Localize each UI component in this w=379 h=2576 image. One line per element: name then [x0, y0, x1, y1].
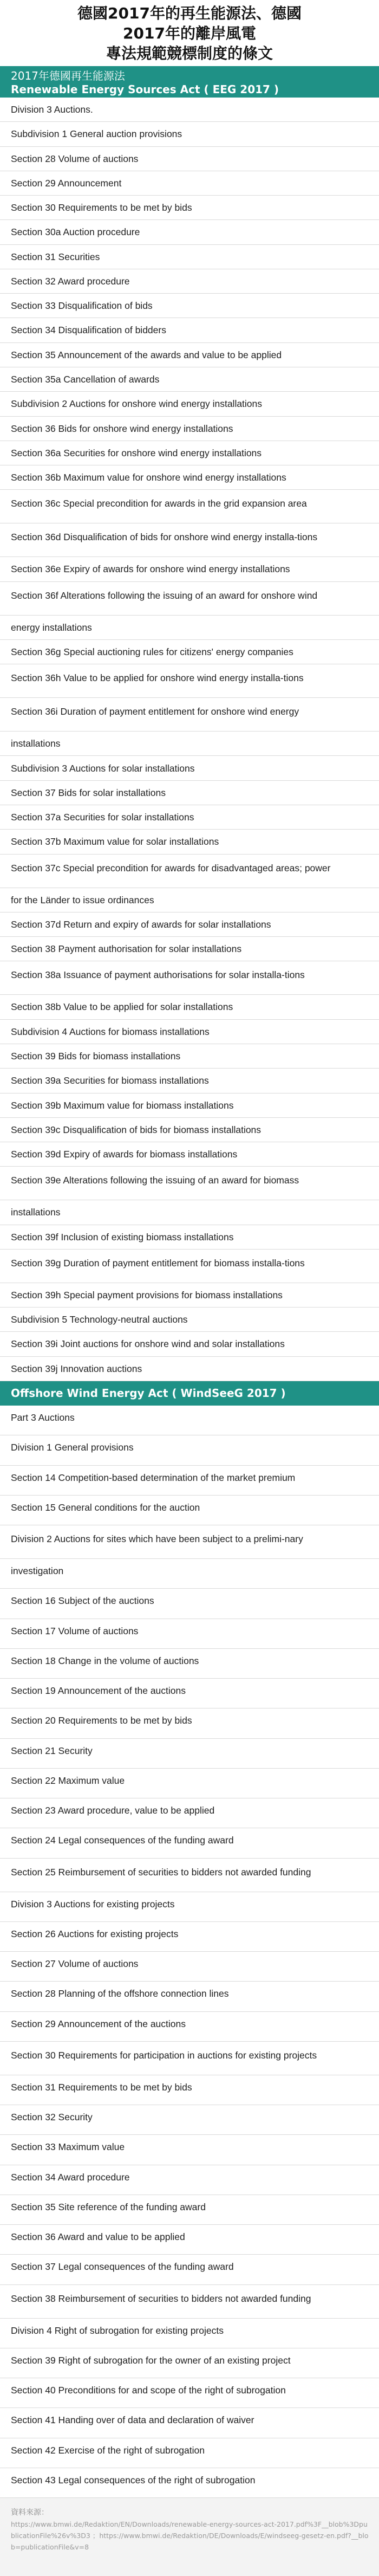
eeg-provision-row [0, 1308, 379, 1332]
windseeg-provision-text: Section 37 Legal consequences of the funding award [11, 2261, 234, 2273]
windseeg-provision-text: Section 32 Security [11, 2112, 93, 2122]
windseeg-provision-text: Section 30 Requirements for participation in auctions for existing projects [11, 2049, 317, 2061]
windseeg-provision-text: Section 19 Announcement of the auctions [11, 1685, 186, 1696]
eeg-provision-row [0, 1200, 379, 1225]
eeg-provision-row [0, 616, 379, 640]
eeg-provision-row [0, 171, 379, 196]
eeg-title-zh: 2017年德國再生能源法 [11, 69, 125, 82]
windseeg-provision-row [0, 1892, 379, 1922]
eeg-provisions-list [0, 98, 379, 1381]
eeg-provision-row [0, 1283, 379, 1308]
eeg-provision-text: Section 32 Award procedure [11, 275, 130, 287]
eeg-provision-text: Section 36g Special auctioning rules for citizens' energy companies [11, 646, 293, 657]
eeg-provision-row [0, 220, 379, 244]
windseeg-provision-row [0, 1525, 379, 1559]
eeg-provision-text: Section 39j Innovation auctions [11, 1363, 142, 1374]
eeg-provision-row [0, 1332, 379, 1356]
eeg-provision-row [0, 640, 379, 664]
eeg-provision-row [0, 343, 379, 367]
eeg-provision-row [0, 912, 379, 937]
windseeg-provision-text: Section 26 Auctions for existing projects [11, 1928, 179, 1939]
eeg-title-en: Renewable Energy Sources Act ( EEG 2017 ) [11, 83, 279, 96]
eeg-provision-row [0, 1357, 379, 1381]
eeg-section-header [0, 66, 379, 98]
windseeg-provision-row [0, 1589, 379, 1619]
title-line: 2017年的離岸風電 [123, 24, 256, 42]
eeg-provision-row [0, 756, 379, 781]
eeg-provision-text: Section 37a Securities for solar installations [11, 812, 194, 823]
windseeg-provision-row [0, 1619, 379, 1649]
eeg-provision-text: Section 38a Issuance of payment authorisations for solar installa-tions [11, 969, 305, 981]
windseeg-provision-row [0, 1982, 379, 2011]
eeg-provision-row [0, 698, 379, 732]
eeg-provision-text: Section 36f Alterations following the issuing of an award for onshore wind [11, 590, 318, 601]
eeg-provision-text: Section 36d Disqualification of bids for onshore wind energy installa-tions [11, 532, 318, 543]
eeg-provision-text: Section 36b Maximum value for onshore wind energy installations [11, 472, 286, 483]
eeg-provision-row [0, 367, 379, 392]
eeg-provision-text: Section 37c Special precondition for awards for disadvantaged areas; power [11, 862, 331, 873]
eeg-provision-text: Section 39b Maximum value for biomass installations [11, 1099, 234, 1111]
eeg-provision-row [0, 732, 379, 756]
windseeg-provision-text: Section 24 Legal consequences of the funding award [11, 1835, 234, 1846]
windseeg-provision-text: investigation [11, 1565, 64, 1576]
eeg-provision-row [0, 557, 379, 581]
eeg-provision-row [0, 888, 379, 912]
windseeg-provision-text: Section 31 Requirements to be met by bids [11, 2081, 192, 2093]
windseeg-provision-text: Division 3 Auctions for existing projects [11, 1898, 175, 1910]
eeg-provision-text: Section 39a Securities for biomass installations [11, 1075, 209, 1086]
eeg-provision-row [0, 318, 379, 342]
windseeg-provision-row [0, 2042, 379, 2075]
windseeg-provision-row [0, 2075, 379, 2105]
eeg-provision-text: Section 31 Securities [11, 251, 100, 262]
eeg-provision-row [0, 294, 379, 318]
eeg-provision-row [0, 392, 379, 416]
eeg-provision-text: Section 39 Bids for biomass installations [11, 1050, 181, 1062]
eeg-provision-text: Section 35a Cancellation of awards [11, 374, 160, 385]
title-line: 德國2017年的再生能源法、德國 [77, 4, 302, 22]
windseeg-provision-row [0, 2225, 379, 2255]
windseeg-provision-text: Section 34 Award procedure [11, 2171, 130, 2183]
windseeg-provision-row [0, 1406, 379, 1435]
eeg-provision-text: Section 36i Duration of payment entitlement for onshore wind energy [11, 706, 299, 717]
eeg-provision-row [0, 1069, 379, 1093]
windseeg-provision-row [0, 1739, 379, 1769]
eeg-provision-text: Section 38b Value to be applied for solar installations [11, 1001, 233, 1013]
eeg-provision-row [0, 417, 379, 441]
eeg-provision-text: Division 3 Auctions. [11, 104, 93, 115]
windseeg-provision-row [0, 1679, 379, 1708]
eeg-provision-text: Section 29 Announcement [11, 177, 122, 189]
eeg-provision-text: Section 30 Requirements to be met by bids [11, 202, 192, 213]
eeg-provision-text: Section 28 Volume of auctions [11, 153, 139, 164]
windseeg-provision-row [0, 2408, 379, 2438]
eeg-provision-row [0, 1250, 379, 1283]
eeg-provision-text: Section 39h Special payment provisions for biomass installations [11, 1289, 283, 1300]
windseeg-provision-row [0, 2105, 379, 2135]
windseeg-provision-text: Section 27 Volume of auctions [11, 1958, 139, 1969]
document-title [0, 0, 379, 66]
windseeg-provision-row [0, 1559, 379, 1589]
windseeg-provision-text: Section 39 Right of subrogation for the owner of an existing project [11, 2354, 291, 2366]
windseeg-provisions-list [0, 1406, 379, 2498]
windseeg-section-header [0, 1381, 379, 1406]
windseeg-provision-text: Section 29 Announcement of the auctions [11, 2018, 186, 2029]
eeg-provision-row [0, 1225, 379, 1250]
eeg-provision-text: Section 37 Bids for solar installations [11, 787, 166, 798]
eeg-provision-row [0, 1167, 379, 1200]
windseeg-provision-row [0, 1769, 379, 1798]
windseeg-provision-row [0, 1798, 379, 1828]
windseeg-provision-row [0, 2012, 379, 2042]
eeg-provision-row [0, 1142, 379, 1167]
eeg-provision-row [0, 465, 379, 490]
eeg-provision-row [0, 1044, 379, 1069]
windseeg-provision-text: Section 36 Award and value to be applied [11, 2231, 185, 2242]
windseeg-provision-text: Section 23 Award procedure, value to be applied [11, 1805, 215, 1816]
eeg-provision-text: Section 37b Maximum value for solar installations [11, 836, 219, 847]
eeg-provision-row [0, 961, 379, 995]
eeg-provision-text: Subdivision 4 Auctions for biomass installations [11, 1026, 210, 1037]
windseeg-title-en: Offshore Wind Energy Act ( WindSeeG 2017 ) [11, 1387, 286, 1400]
eeg-provision-row [0, 855, 379, 888]
eeg-provision-text: Subdivision 1 General auction provisions [11, 128, 182, 140]
eeg-provision-text: installations [11, 1207, 61, 1218]
windseeg-provision-text: Section 14 Competition-based determination of the market premium [11, 1472, 296, 1483]
eeg-provision-row [0, 830, 379, 854]
windseeg-provision-row [0, 2285, 379, 2319]
eeg-provision-text: Section 34 Disqualification of bidders [11, 325, 166, 336]
windseeg-provision-row [0, 1922, 379, 1952]
windseeg-provision-row [0, 1708, 379, 1738]
windseeg-provision-text: Section 43 Legal consequences of the right of subrogation [11, 2474, 256, 2486]
source-label: 資料來源： [11, 2508, 49, 2517]
windseeg-provision-text: Section 22 Maximum value [11, 1775, 125, 1786]
windseeg-provision-text: Division 1 General provisions [11, 1442, 134, 1453]
windseeg-provision-row [0, 2255, 379, 2284]
eeg-provision-row [0, 269, 379, 294]
eeg-provision-row [0, 937, 379, 961]
eeg-provision-row [0, 1118, 379, 1142]
eeg-provision-text: installations [11, 738, 61, 749]
source-footer [0, 2498, 379, 2576]
eeg-provision-text: for the Länder to issue ordinances [11, 894, 154, 905]
eeg-provision-text: Section 39i Joint auctions for onshore wind and solar installations [11, 1338, 285, 1350]
source-urls: https://www.bmwi.de/Redaktion/EN/Downloads/renewable-energy-sources-act-2017.pdf%3F__blob%3DpublicationFile%26v%3D3 ；https://www.bmwi.de/Redaktion/DE/Downloads/E/windseeg-gesetz-en.pdf?__blob=publicationFile&v=8 [11, 2520, 369, 2551]
windseeg-provision-row [0, 1435, 379, 1465]
eeg-provision-row [0, 245, 379, 269]
windseeg-provision-text: Section 41 Handing over of data and declaration of waiver [11, 2415, 254, 2426]
eeg-provision-text: Section 39f Inclusion of existing biomass installations [11, 1231, 234, 1242]
windseeg-provision-text: Section 33 Maximum value [11, 2141, 125, 2153]
windseeg-provision-row [0, 1952, 379, 1982]
windseeg-provision-row [0, 1859, 379, 1892]
windseeg-provision-text: Section 15 General conditions for the auction [11, 1501, 200, 1513]
windseeg-provision-text: Section 28 Planning of the offshore connection lines [11, 1988, 229, 1999]
eeg-provision-text: Subdivision 2 Auctions for onshore wind energy installations [11, 398, 263, 410]
eeg-provision-row [0, 523, 379, 557]
eeg-provision-text: Section 39d Expiry of awards for biomass installations [11, 1149, 238, 1160]
windseeg-provision-row [0, 2468, 379, 2498]
eeg-provision-row [0, 490, 379, 523]
windseeg-provision-text: Section 18 Change in the volume of auctions [11, 1655, 199, 1666]
eeg-provision-text: Subdivision 3 Auctions for solar installations [11, 762, 195, 774]
eeg-provision-text: Section 36 Bids for onshore wind energy installations [11, 423, 233, 434]
eeg-provision-row [0, 98, 379, 122]
windseeg-provision-row [0, 1649, 379, 1679]
eeg-provision-text: Section 39e Alterations following the issuing of an award for biomass [11, 1175, 299, 1186]
eeg-provision-row [0, 147, 379, 171]
windseeg-provision-text: Section 38 Reimbursement of securities to bidders not awarded funding [11, 2293, 311, 2304]
windseeg-provision-row [0, 2438, 379, 2468]
windseeg-provision-row [0, 2378, 379, 2408]
title-line: 專法規範競標制度的條文 [106, 44, 273, 62]
eeg-provision-row [0, 441, 379, 465]
eeg-provision-row [0, 781, 379, 805]
eeg-provision-row [0, 664, 379, 698]
windseeg-provision-row [0, 1828, 379, 1858]
eeg-provision-text: Section 30a Auction procedure [11, 226, 140, 238]
windseeg-provision-row [0, 1496, 379, 1525]
windseeg-provision-text: Part 3 Auctions [11, 1412, 75, 1423]
windseeg-provision-text: Section 20 Requirements to be met by bids [11, 1715, 192, 1726]
eeg-provision-text: Section 33 Disqualification of bids [11, 300, 153, 312]
eeg-provision-text: Section 36h Value to be applied for onshore wind energy installa-tions [11, 672, 304, 684]
eeg-provision-row [0, 805, 379, 830]
windseeg-provision-row [0, 2319, 379, 2348]
windseeg-provision-text: Section 25 Reimbursement of securities to bidders not awarded funding [11, 1866, 311, 1878]
windseeg-provision-text: Division 2 Auctions for sites which have been subject to a prelimi-nary [11, 1533, 303, 1544]
eeg-provision-text: Section 36a Securities for onshore wind energy installations [11, 447, 262, 458]
windseeg-provision-row [0, 2135, 379, 2165]
windseeg-provision-text: Division 4 Right of subrogation for existing projects [11, 2325, 224, 2336]
windseeg-provision-text: Section 35 Site reference of the funding award [11, 2201, 206, 2212]
eeg-provision-text: Section 35 Announcement of the awards and value to be applied [11, 349, 282, 360]
windseeg-provision-row [0, 2348, 379, 2378]
eeg-provision-row [0, 1020, 379, 1044]
windseeg-provision-row [0, 2165, 379, 2195]
eeg-provision-text: Section 38 Payment authorisation for solar installations [11, 943, 242, 955]
windseeg-provision-text: Section 21 Security [11, 1745, 93, 1756]
windseeg-provision-text: Section 40 Preconditions for and scope of the right of subrogation [11, 2385, 286, 2396]
windseeg-provision-row [0, 2195, 379, 2225]
windseeg-provision-row [0, 1466, 379, 1496]
eeg-provision-text: Section 39c Disqualification of bids for biomass installations [11, 1124, 262, 1135]
eeg-provision-row [0, 122, 379, 146]
windseeg-provision-text: Section 16 Subject of the auctions [11, 1595, 154, 1607]
eeg-provision-text: Section 36e Expiry of awards for onshore wind energy installations [11, 564, 290, 575]
windseeg-provision-text: Section 42 Exercise of the right of subrogation [11, 2444, 205, 2456]
eeg-provision-row [0, 582, 379, 616]
eeg-provision-text: Section 37d Return and expiry of awards for solar installations [11, 918, 271, 930]
eeg-provision-row [0, 196, 379, 220]
eeg-provision-text: Subdivision 5 Technology-neutral auctions [11, 1314, 188, 1325]
eeg-provision-row [0, 995, 379, 1019]
eeg-provision-text: Section 39g Duration of payment entitlement for biomass installa-tions [11, 1257, 305, 1268]
eeg-provision-text: energy installations [11, 622, 92, 633]
eeg-provision-text: Section 36c Special precondition for awards in the grid expansion area [11, 498, 307, 509]
windseeg-provision-text: Section 17 Volume of auctions [11, 1625, 139, 1636]
eeg-provision-row [0, 1093, 379, 1118]
